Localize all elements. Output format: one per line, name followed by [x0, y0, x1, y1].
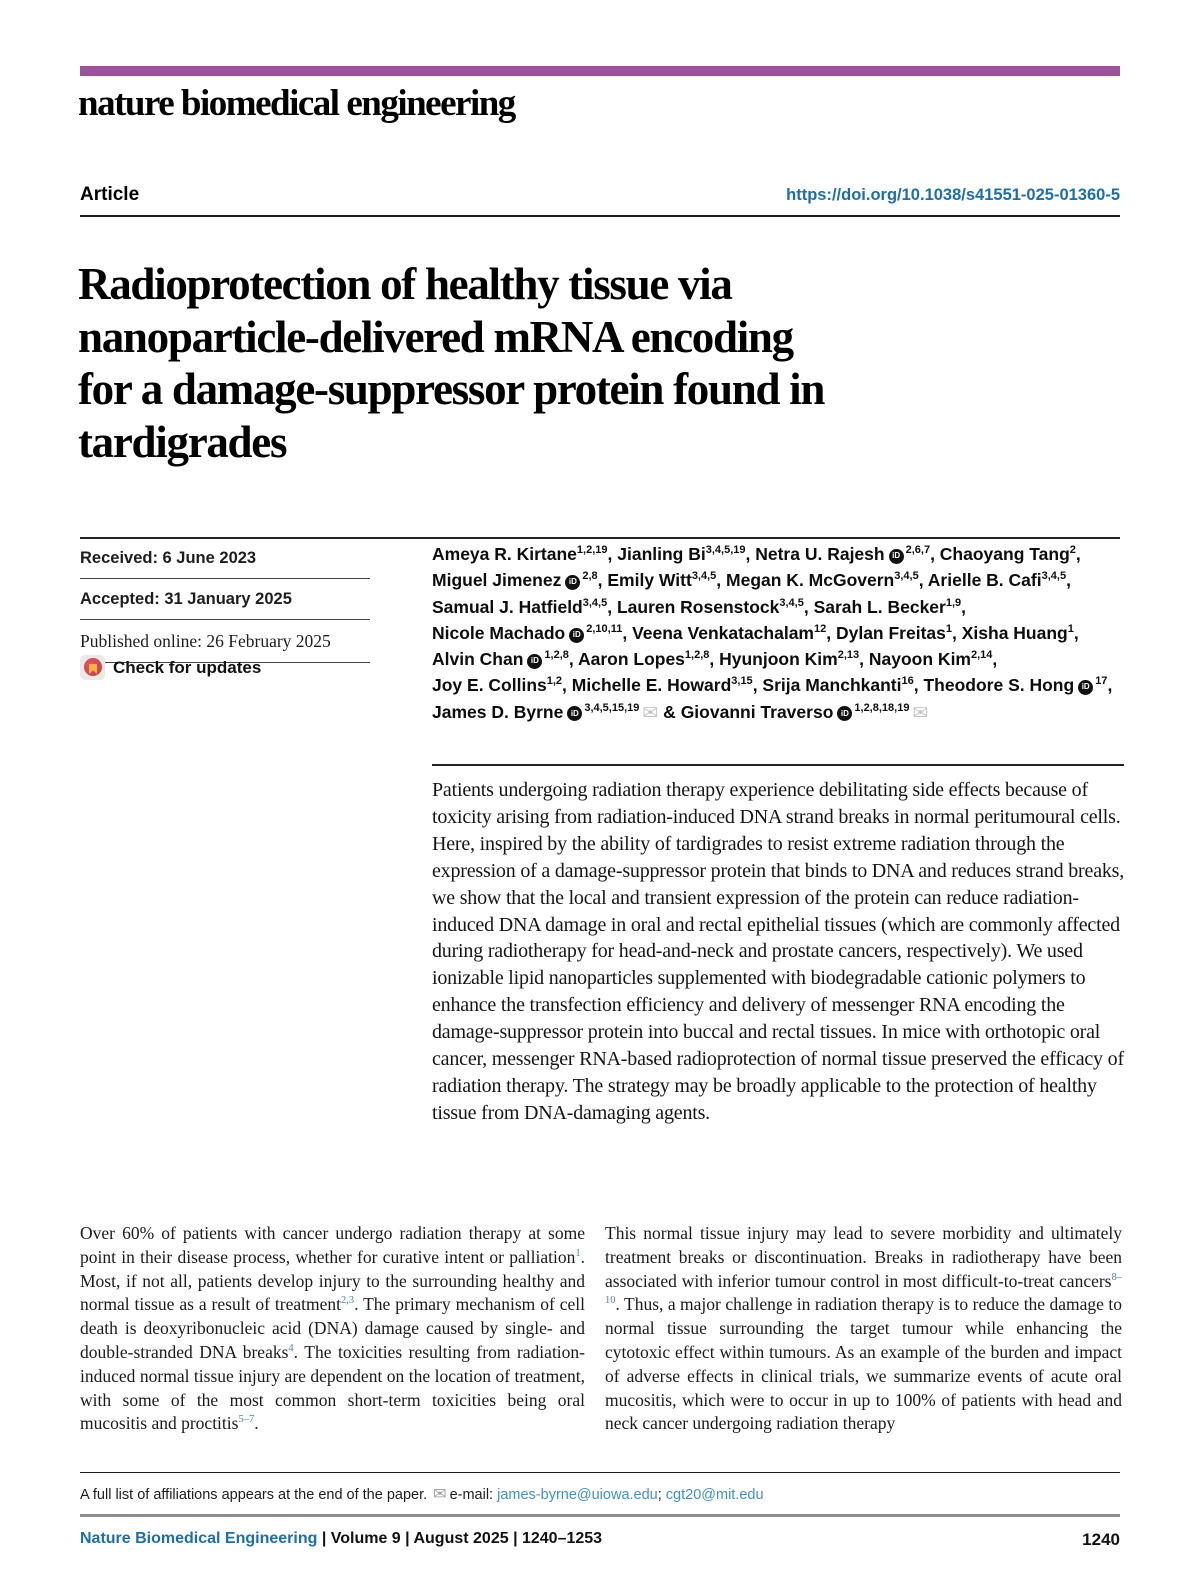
author-affiliation-sup: 12 — [813, 623, 827, 636]
citation-ref[interactable]: 4 — [288, 1343, 294, 1355]
author-name: Joy E. Collins — [432, 675, 547, 696]
author-line: Joy E. Collins$^{1,2}$, Michelle E. Howard$^{3,15}$, Srija Manchkanti$^{16}$, Theodore S. Hong iD $^{17}$, — [432, 675, 1113, 696]
author-name: Veena Venkatachalam — [632, 622, 814, 643]
author-affiliation-sup: 3,4,5 — [894, 570, 919, 583]
author-affiliation-sup: 3,4,5 — [779, 596, 804, 609]
article-header-row — [80, 184, 1120, 206]
author-line: James D. Byrne iD $^{3,4,5,15,19}$ ✉ & Giovanni Traverso iD $^{1,2,8,18,19}$ ✉ — [432, 701, 929, 724]
author-name: Sarah L. Becker — [813, 596, 946, 617]
author-affiliation-sup: 2,10,11 — [586, 623, 623, 636]
author-name: Giovanni Traverso — [680, 701, 834, 722]
author-name: Emily Witt — [607, 570, 692, 591]
author-affiliation-sup: 17 — [1095, 675, 1108, 688]
footer-issue-meta: | Volume 9 | August 2025 | 1240–1253 — [317, 1530, 603, 1547]
author-list — [432, 541, 1124, 727]
author-name: Netra U. Rajesh — [755, 544, 885, 564]
author-name: Hyunjoon Kim — [719, 649, 838, 670]
orcid-icon[interactable]: iD — [889, 549, 904, 564]
author-affiliation-sup: 3,4,5,19 — [705, 544, 746, 557]
author-name: Jianling Bi — [617, 544, 706, 564]
email-icon[interactable]: ✉ — [642, 702, 659, 724]
published-date: Published online: 26 February 2025 — [80, 620, 370, 663]
body-column-left: Over 60% of patients with cancer undergo radiation therapy at some point in their disease process, whether for curative intent or palliation$^1$. Most, if not all, patients develop injury to the surrounding healthy and normal tissue as a result of treatment$^{2,3}$. The primary mechanism of cell death is deoxyribonucleic acid (DNA) damage caused by single- and double-stranded DNA breaks$^4$. The toxicities resulting from radiation-induced normal tissue injury are dependent on the location of treatment, with some of the most common short-term toxicities being oral mucositis and proctitis$^{5-7}$. — [80, 1223, 586, 1434]
affiliation-text: A full list of affiliations appears at the end of the paper. — [80, 1487, 428, 1503]
dates-list — [80, 538, 370, 663]
article-type-label: Article — [80, 184, 140, 205]
author-line: Nicole Machado iD $^{2,10,11}$, Veena Venkatachalam$^{12}$, Dylan Freitas$^1$, Xisha Huang$^1$, — [432, 622, 1079, 643]
author-affiliation-sup: 1 — [945, 623, 952, 636]
author-name: Alvin Chan — [432, 649, 524, 670]
author-affiliation-sup: 3,15 — [731, 675, 753, 688]
email-separator: ; — [657, 1487, 666, 1503]
author-affiliation-sup: 2,6,7 — [905, 544, 931, 557]
abstract-divider — [432, 764, 1124, 766]
author-affiliation-sup: 2,14 — [971, 649, 993, 662]
citation-ref[interactable]: 2,3 — [340, 1295, 355, 1307]
author-name: Srija Manchkanti — [762, 675, 902, 696]
author-name: Samual J. Hatfield — [432, 596, 583, 617]
author-affiliation-sup: 2,8 — [582, 570, 598, 583]
check-for-updates-label: Check for updates — [113, 657, 262, 677]
author-name: Ameya R. Kirtane — [432, 544, 577, 564]
footer-meta-left — [80, 1530, 602, 1550]
author-name: Theodore S. Hong — [923, 675, 1075, 696]
author-line: Miguel Jimenez iD $^{2,8}$, Emily Witt$^{3,4,5}$, Megan K. McGovern$^{3,4,5}$, Arielle B. Cafi$^{3,4,5}$, — [432, 570, 1071, 591]
author-name: Megan K. McGovern — [726, 570, 895, 591]
doi-link[interactable]: https://doi.org/10.1038/s41551-025-01360-5 — [786, 186, 1120, 204]
author-name: Arielle B. Cafi — [927, 570, 1042, 591]
page-number: 1240 — [1082, 1530, 1120, 1549]
footer-meta-row — [80, 1530, 1120, 1550]
orcid-icon[interactable]: iD — [565, 575, 580, 590]
author-name: Chaoyang Tang — [939, 544, 1070, 564]
orcid-icon[interactable]: iD — [837, 706, 852, 721]
article-title: Radioprotection of healthy tissue via nanoparticle-delivered mRNA encoding for a damage-suppressor protein found in tardigrades — [78, 259, 825, 468]
citation-ref[interactable]: 5–7 — [238, 1414, 255, 1426]
author-affiliation-sup: 16 — [901, 675, 914, 688]
author-affiliation-sup: 3,4,5 — [691, 570, 717, 583]
author-affiliation-sup: 2 — [1069, 544, 1076, 557]
author-name: Xisha Huang — [961, 622, 1068, 643]
email-label: e-mail: — [449, 1487, 498, 1503]
orcid-icon[interactable]: iD — [567, 706, 582, 721]
email-link-byrne[interactable]: james-byrne@uiowa.edu — [497, 1487, 658, 1503]
accepted-date: Accepted: 31 January 2025 — [80, 579, 370, 620]
orcid-icon[interactable]: iD — [569, 628, 584, 643]
author-name: Nicole Machado — [432, 622, 566, 643]
author-name: James D. Byrne — [432, 701, 564, 722]
crossmark-icon — [80, 655, 105, 680]
author-affiliation-sup: 1,9 — [945, 596, 962, 609]
author-name: Lauren Rosenstock — [616, 596, 780, 617]
body-column-right: This normal tissue injury may lead to severe morbidity and ultimately treatment breaks or discontinuation. Breaks in radiotherapy have been associated with inferior tumour control in most difficult-to-treat cancers$^{8-10}$. Thus, a major challenge in radiation therapy is to reduce the damage to normal tissue surrounding the target tumour while enhancing the cytotoxic effect within tumours. As an example of the burden and impact of adverse effects in clinical trials, we summarize events of acute oral mucositis, which were to occur in up to 100% of patients with head and neck cancer undergoing radiation therapy — [605, 1223, 1122, 1434]
author-name: Dylan Freitas — [835, 622, 946, 643]
journal-wordmark: nature biomedical engineering — [78, 83, 515, 124]
orcid-icon[interactable]: iD — [527, 654, 542, 669]
email-link-traverso[interactable]: cgt20@mit.edu — [665, 1487, 764, 1503]
author-name: Michelle E. Howard — [571, 675, 732, 696]
footer-journal-link[interactable]: Nature Biomedical Engineering — [80, 1530, 318, 1547]
author-affiliation-sup: 1,2,19 — [576, 544, 608, 557]
author-affiliation-sup: 1,2,8 — [544, 649, 569, 662]
citation-ref[interactable]: 8–10 — [605, 1271, 1122, 1307]
accent-bar — [80, 66, 1120, 76]
affiliation-note — [80, 1484, 1120, 1504]
author-affiliation-sup: 2,13 — [837, 649, 860, 662]
footer-divider — [80, 1514, 1120, 1517]
header-divider — [80, 215, 1120, 217]
author-line: Alvin Chan iD $^{1,2,8}$, Aaron Lopes$^{1,2,8}$, Hyunjoon Kim$^{2,13}$, Nayoon Kim$^{2,14}$, — [432, 649, 998, 670]
citation-ref[interactable]: 1 — [575, 1247, 581, 1259]
author-name: Miguel Jimenez — [432, 570, 562, 591]
author-affiliation-sup: 3,4,5,15,19 — [584, 701, 640, 714]
author-affiliation-sup: 3,4,5 — [1041, 570, 1067, 583]
author-name: Aaron Lopes — [577, 649, 685, 670]
footnote-divider — [80, 1472, 1120, 1473]
author-affiliation-sup: 1 — [1067, 623, 1074, 636]
abstract-text: Patients undergoing radiation therapy experience debilitating side effects because of toxicity arising from radiation-induced DNA strand breaks in normal peritumoural cells. Here, inspired by the ability of tardigrades to resist extreme radiation through the expression of a damage-suppressor protein that binds to DNA and reduces strand breaks, we show that the local and transient expression of the protein can reduce radiation-induced DNA damage in oral and rectal epithelial tissues (which are commonly affected during radiotherapy for head-and-neck and prostate cancers, respectively). We used ionizable lipid nanoparticles supplemented with biodegradable cationic polymers to enhance the transfection efficiency and delivery of messenger RNA encoding the damage-suppressor protein into buccal and rectal tissues. In mice with orthotopic oral cancer, messenger RNA-based radioprotection of normal tissue preserved the efficacy of radiation therapy. The strategy may be broadly applicable to the protection of healthy tissue from DNA-damaging agents. — [432, 779, 1125, 1124]
email-icon[interactable]: ✉ — [912, 702, 929, 724]
envelope-icon: ✉ — [433, 1486, 447, 1503]
author-name: Nayoon Kim — [868, 649, 971, 670]
orcid-icon[interactable]: iD — [1078, 680, 1093, 695]
author-affiliation-sup: 1,2,8 — [684, 649, 710, 662]
check-for-updates-button[interactable] — [80, 655, 261, 680]
author-line: Samual J. Hatfield$^{3,4,5}$, Lauren Rosenstock$^{3,4,5}$, Sarah L. Becker$^{1,9}$, — [432, 596, 967, 617]
author-affiliation-sup: 1,2,8,18,19 — [854, 701, 910, 714]
author-affiliation-sup: 1,2 — [546, 675, 563, 688]
received-date: Received: 6 June 2023 — [80, 538, 370, 579]
author-line: Ameya R. Kirtane$^{1,2,19}$, Jianling Bi$^{3,4,5,19}$, Netra U. Rajesh iD $^{2,6,7}$, Chaoyang Tang$^2$, — [432, 544, 1081, 564]
author-affiliation-sup: 3,4,5 — [582, 596, 608, 609]
